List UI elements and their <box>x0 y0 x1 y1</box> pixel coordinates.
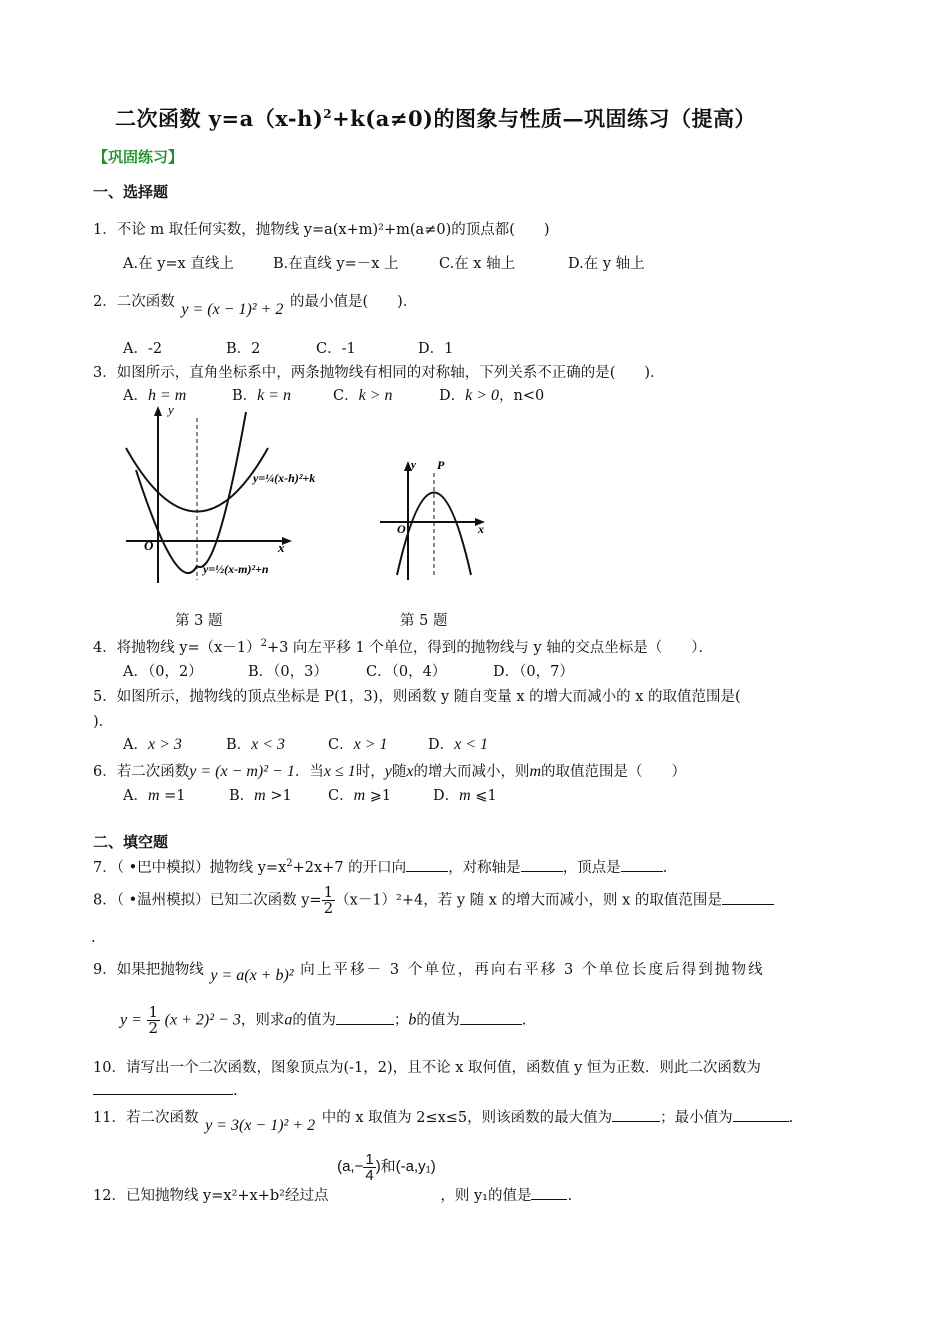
q2-option-c: C．-1 <box>316 341 356 357</box>
q7-blank-1[interactable] <box>406 857 448 872</box>
fig3-lower-label: y=½(x-m)²+n <box>203 562 269 576</box>
q2-option-b: B．2 <box>226 341 261 357</box>
q11-blank-min[interactable] <box>733 1107 789 1122</box>
q3-option-c: k > n <box>358 387 393 404</box>
q6-option-d: ⩽1 <box>470 788 497 804</box>
q1-option-d: D.在 y 轴上 <box>568 256 645 272</box>
q8-blank[interactable] <box>722 890 774 905</box>
q12-fraction: $\frac{1}{4}$ <box>365 1151 374 1184</box>
question-9: 9．如果把抛物线 y = a(x + b)² 向上平移－ 3 个单位，再向右平移 3 个单位长度后得到抛物线 <box>93 962 765 984</box>
question-7: 7．（ •巴中模拟）抛物线 $y=x^2+2x+7$ 的开口向 ，对称轴是 ，顶点是 . <box>93 858 668 876</box>
q2-option-d: D．1 <box>418 341 454 357</box>
figure-3-graph <box>118 400 340 590</box>
q4-option-b: B．（0，3） <box>248 664 328 680</box>
q9-expression: y = a(x + b)² <box>210 967 294 984</box>
section-heading-choice: 一、选择题 <box>93 183 169 201</box>
q9-fraction: $\frac{1}{2}$ <box>148 1003 159 1037</box>
fig3-y-label: y <box>168 402 174 417</box>
fig5-x-label: x <box>478 522 484 536</box>
q11-blank-max[interactable] <box>612 1107 660 1122</box>
question-5-cont: )． <box>93 714 114 730</box>
q6-option-b: >1 <box>265 788 292 804</box>
q3-option-d: k > 0 <box>465 387 500 404</box>
section-tag: 【巩固练习】 <box>93 148 184 166</box>
q7-blank-2[interactable] <box>521 857 563 872</box>
question-10-cont: . <box>93 1080 238 1099</box>
question-2: 2．二次函数 y = (x − 1)² + 2 的最小值是( )． <box>93 294 418 318</box>
q1-option-b: B.在直线 y=－x 上 <box>273 256 399 272</box>
q6-option-c: ⩾1 <box>365 788 392 804</box>
q4-option-a: A．（0，2） <box>123 664 203 680</box>
question-11: 11．若二次函数 y = 3(x − 1)² + 2 中的 x 取值为 2≤x≤5，则该函数的最大值为 ；最小值为 . <box>93 1106 793 1127</box>
q5-option-d: x < 1 <box>454 736 489 753</box>
page-title: 二次函数 y=a（x-h)$^2$+k(a≠0)的图象与性质—巩固练习（提高） <box>115 106 756 131</box>
q2-option-a: A．-2 <box>123 341 163 357</box>
fig3-x-label: x <box>278 540 285 555</box>
question-3: 3．如图所示，直角坐标系中，两条抛物线有相同的对称轴，下列关系不正确的是( )． <box>93 365 665 381</box>
q3-option-a: h = m <box>147 387 187 404</box>
figure-5-graph <box>375 455 495 585</box>
question-8: 8．（ •温州模拟）已知二次函数 y= $\frac{1}{2}$ （x－1）²+4，若 y 随 x 的增大而减小，则 x 的取值范围是 <box>93 885 774 916</box>
q5-option-b: x < 3 <box>251 736 286 753</box>
q11-expression: y = 3(x − 1)² + 2 <box>205 1117 316 1134</box>
q7-blank-3[interactable] <box>621 857 663 872</box>
q8-trailing-dot: . <box>91 930 96 946</box>
question-5: 5．如图所示，抛物线的顶点坐标是 P(1，3)，则函数 y 随自变量 x 的增大而减小的 x 的取值范围是( <box>93 689 741 705</box>
fig5-origin: O <box>397 522 406 536</box>
q9-blank-b[interactable] <box>460 1010 522 1025</box>
fig3-origin: O <box>144 538 154 553</box>
figure-3-caption: 第 3 题 <box>175 613 223 629</box>
q3-option-b: k = n <box>257 387 292 404</box>
q5-option-a: x > 3 <box>147 736 182 753</box>
q10-blank[interactable] <box>93 1080 233 1095</box>
question-10: 10．请写出一个二次函数，图象顶点为(-1，2)，且不论 x 取何值，函数值 y 恒为正数．则此二次函数为 <box>93 1060 761 1076</box>
q4-option-c: C．（0，4） <box>366 664 447 680</box>
fig5-vertex-label: P <box>437 458 445 472</box>
question-4: 4．将抛物线 $y=(x-1)^2+3$ 向左平移 1 个单位，得到的抛物线与 y 轴的交点坐标是（ ）． <box>93 638 714 656</box>
question-9-line2: y = $\frac{1}{2}$ (x + 2)² − 3，则求a的值为 ；b的值为 . <box>120 1003 527 1037</box>
q8-fraction: $\frac{1}{2}$ <box>323 883 334 917</box>
fig5-y-label: y <box>411 459 416 471</box>
figure-5-caption: 第 5 题 <box>400 613 448 629</box>
q2-expression: y = (x − 1)² + 2 <box>181 301 284 318</box>
q6-expression: y = (x − m)² − 1 <box>189 763 295 780</box>
q1-option-c: C.在 x 轴上 <box>439 256 516 272</box>
q4-option-d: D．（0，7） <box>493 664 574 680</box>
q12-blank[interactable] <box>531 1185 567 1200</box>
q9-blank-a[interactable] <box>336 1010 394 1025</box>
q1-option-a: A.在 y=x 直线上 <box>123 256 234 272</box>
fig3-upper-label: y=¼(x-h)²+k <box>253 471 316 485</box>
question-6: 6．若二次函数y = (x − m)² − 1．当x ≤ 1时，y随x的增大而减小，则m的取值范围是（ ） <box>93 763 687 780</box>
question-12: 12．已知抛物线 y=x²+x+b²经过点 (a,− $\frac{1}{4}$ )和(-a,y₁) ，则 y₁的值是 . <box>93 1151 573 1205</box>
question-1: 1．不论 m 取任何实数，抛物线 y=a(x+m)²+m(a≠0)的顶点都( ) <box>93 222 550 238</box>
q5-option-c: x > 1 <box>353 736 388 753</box>
section-heading-fill: 二、填空题 <box>93 833 169 851</box>
q6-option-a: =1 <box>159 788 186 804</box>
